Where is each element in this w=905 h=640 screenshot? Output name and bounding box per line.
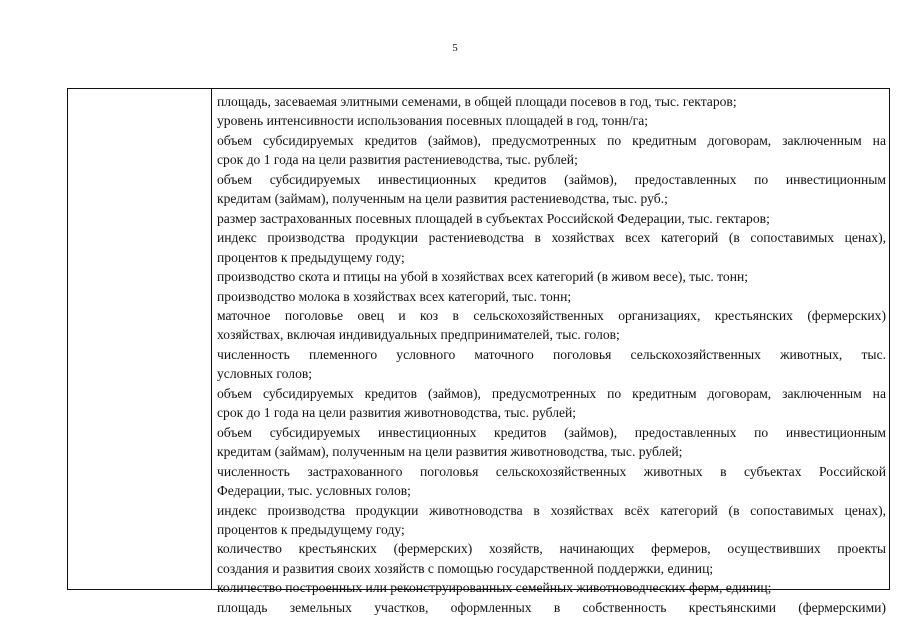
text-line: срок до 1 года на цели развития растениеводства, тыс. рублей; <box>217 152 578 168</box>
text-line: численность племенного условного маточного поголовья сельскохозяйственных животных, тыс. <box>217 346 886 362</box>
text-line: площадь земельных участков, оформленных в собственность крестьянскими (фермерскими) <box>217 599 886 615</box>
text-line: объем субсидируемых инвестиционных кредитов (займов), предоставленных по инвестиционным <box>217 424 886 440</box>
text-line: хозяйствах, включая индивидуальных предпринимателей, тыс. голов; <box>217 327 620 343</box>
text-line: индекс производства продукции растениеводства в хозяйствах всех категорий (в сопоставимых ценах), <box>217 230 886 246</box>
text-line: количество построенных или реконструированных семейных животноводческих ферм, единиц; <box>217 580 772 596</box>
text-line: объем субсидируемых кредитов (займов), предусмотренных по кредитным договорам, заключенным на <box>217 385 886 401</box>
text-line: процентов к предыдущему году; <box>217 249 405 265</box>
text-line: срок до 1 года на цели развития животноводства, тыс. рублей; <box>217 405 577 421</box>
text-line: численность застрахованного поголовья сельскохозяйственных животных в субъектах Российской <box>217 463 886 479</box>
text-line: объем субсидируемых инвестиционных кредитов (займов), предоставленных по инвестиционным <box>217 171 886 187</box>
text-line: производство скота и птицы на убой в хозяйствах всех категорий (в живом весе), тыс. тонн; <box>217 269 749 285</box>
text-line: производство молока в хозяйствах всех категорий, тыс. тонн; <box>217 288 572 304</box>
page-number: 5 <box>452 42 458 54</box>
text-line: размер застрахованных посевных площадей в субъектах Российской Федерации, тыс. гектаров; <box>217 210 770 226</box>
text-line: объем субсидируемых кредитов (займов), предусмотренных по кредитным договорам, заключенным на <box>217 132 886 148</box>
text-line: индекс производства продукции животноводства в хозяйствах всёх категорий (в сопоставимых ценах), <box>217 502 886 518</box>
text-line: процентов к предыдущему году; <box>217 521 405 537</box>
text-line: условных голов; <box>217 366 313 382</box>
text-line: уровень интенсивности использования посевных площадей в год, тонн/га; <box>217 113 649 129</box>
text-line: маточное поголовье овец и коз в сельскохозяйственных организациях, крестьянских (фермерских) <box>217 307 886 323</box>
table-right-cell <box>213 89 889 615</box>
text-line: Федерации, тыс. условных голов; <box>217 483 411 499</box>
text-line: количество крестьянских (фермерских) хозяйств, начинающих фермеров, осуществивших проекты <box>217 541 886 557</box>
table-left-cell <box>68 89 212 589</box>
text-line: кредитам (займам), полученным на цели развития животноводства, тыс. рублей; <box>217 444 683 460</box>
document-table <box>67 88 890 615</box>
text-line: создания и развития своих хозяйств с помощью государственной поддержки, единиц; <box>217 560 714 576</box>
text-line: площадь, засеваемая элитными семенами, в общей площади посевов в год, тыс. гектаров; <box>217 94 737 109</box>
text-line: кредитам (займам), полученным на цели развития растениеводства, тыс. руб.; <box>217 191 668 207</box>
